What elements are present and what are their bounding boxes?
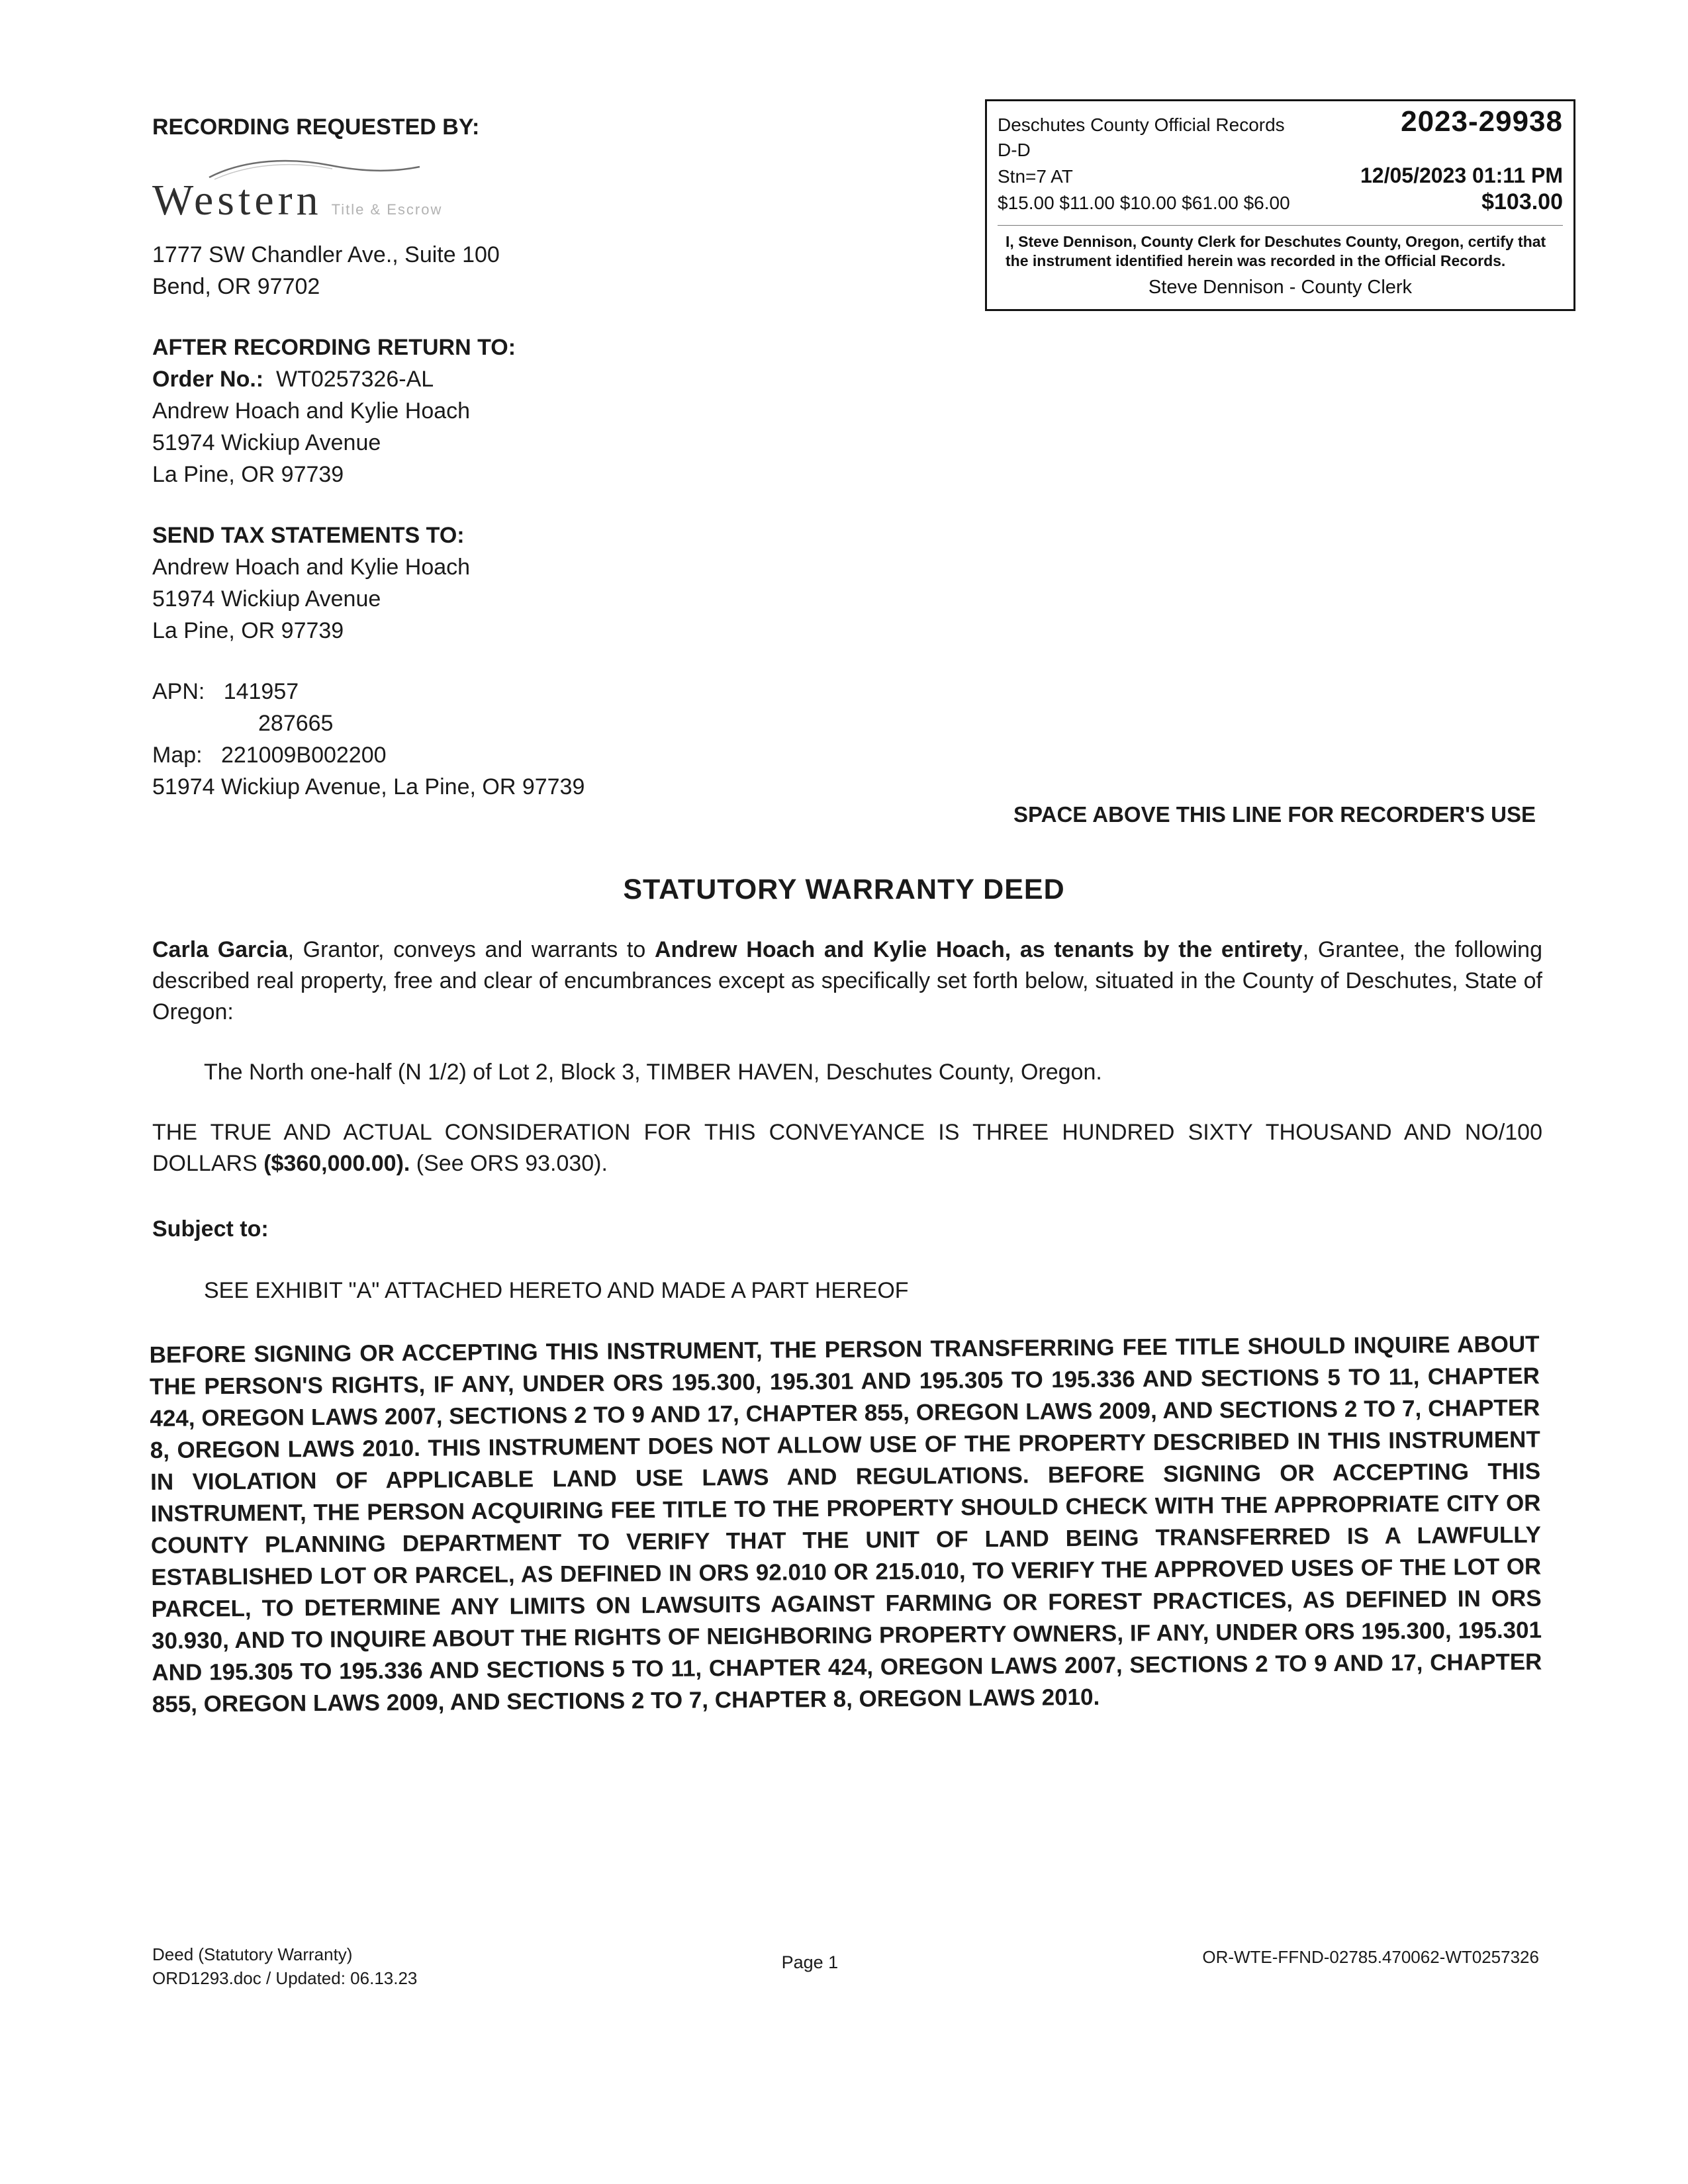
page-footer bbox=[152, 1942, 1539, 1990]
requester-address bbox=[152, 239, 914, 302]
subject-to-heading: Subject to: bbox=[152, 1216, 269, 1242]
map-label: Map: bbox=[152, 743, 203, 768]
granting-clause bbox=[152, 934, 1542, 1028]
stamp-clerk-signature: Steve Dennison - County Clerk bbox=[1148, 277, 1413, 298]
requester-address-line2: Bend, OR 97702 bbox=[152, 274, 320, 299]
recorder-use-note: SPACE ABOVE THIS LINE FOR RECORDER'S USE bbox=[1013, 802, 1536, 827]
tax-statements-block bbox=[152, 520, 914, 647]
apn-value-1: 141957 bbox=[223, 679, 299, 704]
consideration-text-2: (See ORS 93.030). bbox=[410, 1151, 608, 1176]
return-to-name: Andrew Hoach and Kylie Hoach bbox=[152, 398, 471, 424]
footer-reference: OR-WTE-FFND-02785.470062-WT0257326 bbox=[1202, 1947, 1539, 1967]
after-recording-heading: AFTER RECORDING RETURN TO: bbox=[152, 335, 516, 360]
document-title: STATUTORY WARRANTY DEED bbox=[623, 874, 1065, 905]
order-number-label: Order No.: bbox=[152, 367, 264, 392]
statutory-notice: BEFORE SIGNING OR ACCEPTING THIS INSTRUMENT, THE PERSON TRANSFERRING FEE TITLE SHOULD INQUIRE ABOUT THE PERSON'S RIGHTS, IF ANY, UNDER ORS 195.300, 195.301 AND 195.305 TO 195.336 AND SECTIONS 5 TO 11, CHAPTER 424, OREGON LAWS 2007, SECTIONS 2 TO 9 AND 17, CHAPTER 855, OREGON LAWS 2009, AND SECTIONS 2 TO 7, CHAPTER 8, OREGON LAWS 2010. THIS INSTRUMENT DOES NOT ALLOW USE OF THE PROPERTY DESCRIBED IN THIS INSTRUMENT IN VIOLATION OF APPLICABLE LAND USE LAWS AND REGULATIONS. BEFORE SIGNING OR ACCEPTING THIS INSTRUMENT, THE PERSON ACQUIRING FEE TITLE TO THE PROPERTY SHOULD CHECK WITH THE APPROPRIATE CITY OR COUNTY PLANNING DEPARTMENT TO VERIFY THAT THE UNIT OF LAND BEING TRANSFERRED IS A LAWFULLY ESTABLISHED LOT OR PARCEL, AS DEFINED IN ORS 92.010 OR 215.010, TO VERIFY THE APPROVED USES OF THE LOT OR PARCEL, TO DETERMINE ANY LIMITS ON LAWSUITS AGAINST FARMING OR FOREST PRACTICES, AS DEFINED IN ORS 30.930, AND TO INQUIRE ABOUT THE RIGHTS OF NEIGHBORING PROPERTY OWNERS, IF ANY, UNDER ORS 195.300, 195.301 AND 195.305 TO 195.336 AND SECTIONS 5 TO 11, CHAPTER 424, OREGON LAWS 2007, SECTIONS 2 TO 9 AND 17, CHAPTER 855, OREGON LAWS 2009, AND SECTIONS 2 TO 7, CHAPTER 8, OREGON LAWS 2010. bbox=[149, 1331, 1542, 1717]
western-title-logo bbox=[152, 154, 914, 226]
granting-text-2: , Grantee, the following described real property, free and clear of encumbrances except as specifically set forth below, situated in the County of Deschutes, State of Oregon: bbox=[152, 937, 1542, 1024]
order-number-line bbox=[152, 363, 914, 395]
stamp-datetime: 12/05/2023 01:11 PM bbox=[1360, 163, 1563, 187]
map-value: 221009B002200 bbox=[220, 743, 387, 768]
grantor-name: Carla Garcia bbox=[152, 937, 288, 962]
apn-label: APN: bbox=[152, 679, 205, 704]
footer-left bbox=[152, 1942, 417, 1990]
parcel-info-block bbox=[152, 676, 914, 803]
logo-wordmark: Western bbox=[152, 176, 322, 224]
stamp-office-name: Deschutes County Official Records bbox=[998, 114, 1285, 135]
footer-page-number: Page 1 bbox=[781, 1952, 839, 1972]
footer-file-info: ORD1293.doc / Updated: 06.13.23 bbox=[152, 1968, 418, 1988]
stamp-station: Stn=7 AT bbox=[998, 166, 1073, 187]
deed-body bbox=[149, 934, 1542, 1721]
order-number-value: WT0257326-AL bbox=[276, 367, 434, 392]
tax-statements-name: Andrew Hoach and Kylie Hoach bbox=[152, 555, 471, 580]
footer-doc-name: Deed (Statutory Warranty) bbox=[152, 1944, 353, 1964]
requester-address-line1: 1777 SW Chandler Ave., Suite 100 bbox=[152, 242, 500, 267]
tax-statements-city: La Pine, OR 97739 bbox=[152, 618, 344, 643]
stamp-fees: $15.00 $11.00 $10.00 $61.00 $6.00 bbox=[998, 193, 1290, 213]
return-to-street: 51974 Wickiup Avenue bbox=[152, 430, 381, 455]
stamp-certification-text: I, Steve Dennison, County Clerk for Deschutes County, Oregon, certify that the instrument identified herein was recorded in the Official Records. bbox=[998, 225, 1563, 271]
stamp-document-number: 2023-29938 bbox=[1401, 105, 1563, 138]
after-recording-block bbox=[152, 332, 914, 490]
legal-description: The North one-half (N 1/2) of Lot 2, Block 3, TIMBER HAVEN, Deschutes County, Oregon. bbox=[204, 1060, 1102, 1085]
stamp-total-fee: $103.00 bbox=[1481, 189, 1563, 214]
tax-statements-heading: SEND TAX STATEMENTS TO: bbox=[152, 523, 465, 548]
return-address-column bbox=[152, 111, 914, 803]
stamp-doc-type: D-D bbox=[998, 140, 1031, 160]
property-address: 51974 Wickiup Avenue, La Pine, OR 97739 bbox=[152, 774, 585, 799]
recorder-stamp bbox=[985, 99, 1575, 311]
tax-statements-street: 51974 Wickiup Avenue bbox=[152, 586, 381, 612]
granting-text-1: , Grantor, conveys and warrants to bbox=[287, 937, 655, 962]
map-line bbox=[152, 739, 914, 771]
logo-tagline: Title & Escrow bbox=[331, 201, 443, 218]
grantee-name: Andrew Hoach and Kylie Hoach, as tenants by the entirety bbox=[654, 937, 1303, 962]
consideration-text-1: THE TRUE AND ACTUAL CONSIDERATION FOR THIS CONVEYANCE IS THREE HUNDRED SIXTY THOUSAND AND NO/100 DOLLARS bbox=[152, 1120, 1542, 1176]
exhibit-reference: SEE EXHIBIT "A" ATTACHED HERETO AND MADE A PART HEREOF bbox=[204, 1278, 909, 1303]
consideration-amount: ($360,000.00). bbox=[263, 1151, 410, 1176]
apn-value-2: 287665 bbox=[258, 711, 334, 736]
consideration-clause bbox=[152, 1117, 1542, 1179]
return-to-city: La Pine, OR 97739 bbox=[152, 462, 344, 487]
recording-requested-heading: RECORDING REQUESTED BY: bbox=[152, 114, 480, 140]
apn-line bbox=[152, 676, 914, 707]
